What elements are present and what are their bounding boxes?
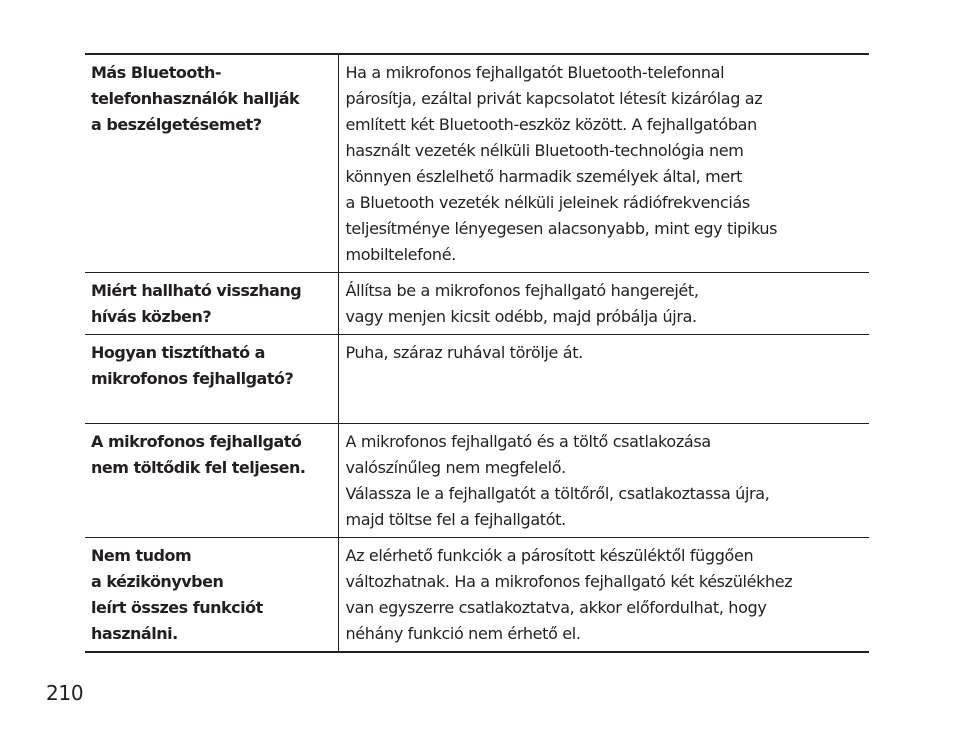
- answer-line: vagy menjen kicsit odébb, majd próbálja újra.: [345, 307, 697, 326]
- answer-line: Válassza le a fejhallgatót a töltőről, csatlakoztassa újra,: [345, 484, 770, 503]
- answer-line: a Bluetooth vezeték nélküli jeleinek rádiófrekvenciás: [345, 193, 750, 212]
- question-line: nem töltődik fel teljesen.: [91, 458, 306, 477]
- question-line: leírt összes funkciót: [91, 598, 263, 617]
- answer-line: teljesítménye lényegesen alacsonyabb, mint egy tipikus: [345, 219, 778, 238]
- faq-question: [85, 335, 338, 424]
- faq-question: [85, 424, 338, 538]
- answer-line: Az elérhető funkciók a párosított készüléktől függően: [345, 546, 754, 565]
- answer-line: Puha, száraz ruhával törölje át.: [345, 343, 583, 362]
- question-line: Nem tudom: [91, 546, 192, 565]
- answer-line: Állítsa be a mikrofonos fejhallgató hangerejét,: [345, 281, 699, 300]
- faq-row-functions: [85, 538, 869, 653]
- answer-line: használt vezeték nélküli Bluetooth-technológia nem: [345, 141, 744, 160]
- answer-line: könnyen észlelhető harmadik személyek által, mert: [345, 167, 743, 186]
- question-line: a beszélgetésemet?: [91, 115, 262, 134]
- question-line: mikrofonos fejhallgató?: [91, 369, 294, 388]
- answer-line: említett két Bluetooth-eszköz között. A fejhallgatóban: [345, 115, 757, 134]
- answer-line: néhány funkció nem érhető el.: [345, 624, 581, 643]
- question-line: A mikrofonos fejhallgató: [91, 432, 302, 451]
- question-line: használni.: [91, 624, 178, 643]
- faq-row-bluetooth-privacy: [85, 54, 869, 273]
- question-line: a kézikönyvben: [91, 572, 224, 591]
- answer-line: Ha a mikrofonos fejhallgatót Bluetooth-telefonnal: [345, 63, 725, 82]
- faq-answer: [338, 273, 869, 335]
- faq-answer: [338, 335, 869, 424]
- faq-question: [85, 538, 338, 653]
- answer-line: majd töltse fel a fejhallgatót.: [345, 510, 566, 529]
- answer-line: mobiltelefoné.: [345, 245, 456, 264]
- faq-table: [85, 53, 869, 653]
- answer-line: A mikrofonos fejhallgató és a töltő csatlakozása: [345, 432, 711, 451]
- answer-line: változhatnak. Ha a mikrofonos fejhallgató két készülékhez: [345, 572, 793, 591]
- faq-question: [85, 273, 338, 335]
- answer-line: valószínűleg nem megfelelő.: [345, 458, 566, 477]
- faq-question: [85, 54, 338, 273]
- faq-answer: [338, 54, 869, 273]
- question-line: hívás közben?: [91, 307, 212, 326]
- faq-answer: [338, 424, 869, 538]
- page-number: 210: [46, 681, 84, 705]
- faq-row-echo: [85, 273, 869, 335]
- faq-row-cleaning: [85, 335, 869, 424]
- question-line: Hogyan tisztítható a: [91, 343, 265, 362]
- question-line: telefonhasználók hallják: [91, 89, 300, 108]
- answer-line: párosítja, ezáltal privát kapcsolatot létesít kizárólag az: [345, 89, 763, 108]
- faq-row-charging: [85, 424, 869, 538]
- question-line: Miért hallható visszhang: [91, 281, 302, 300]
- answer-line: van egyszerre csatlakoztatva, akkor előfordulhat, hogy: [345, 598, 767, 617]
- faq-answer: [338, 538, 869, 653]
- question-line: Más Bluetooth-: [91, 63, 222, 82]
